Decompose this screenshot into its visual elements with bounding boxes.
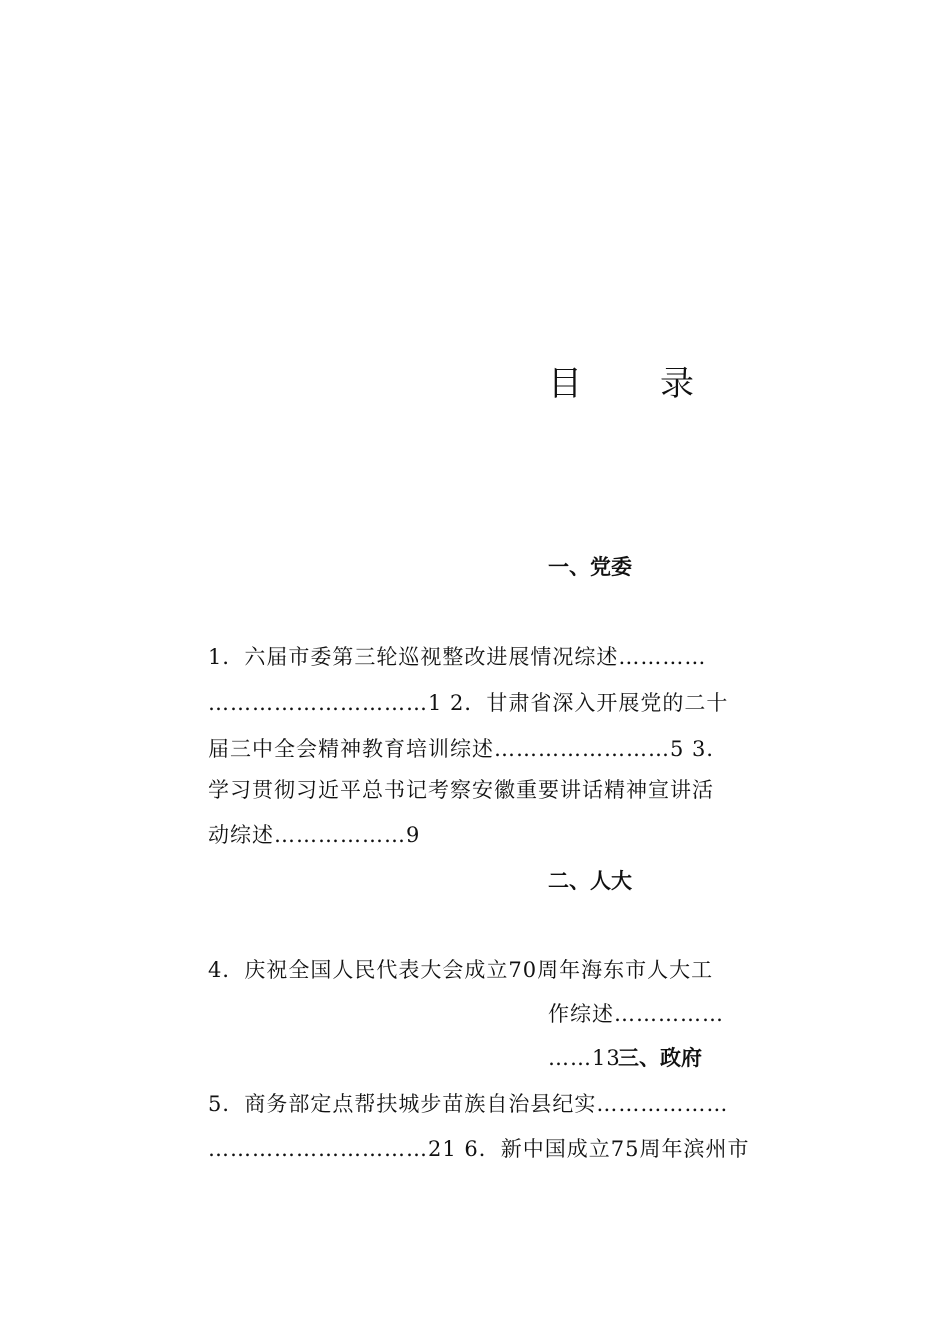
toc-line: 1．六届市委第三轮巡视整改进展情况综述…………	[208, 645, 707, 669]
toc-line: ……13	[548, 1046, 621, 1070]
section-heading-government: 三、政府	[618, 1046, 702, 1070]
toc-line: 学习贯彻习近平总书记考察安徽重要讲话精神宣讲活	[208, 778, 714, 802]
toc-line: 作综述……………	[548, 1002, 724, 1026]
toc-line: 4．庆祝全国人民代表大会成立70周年海东市人大工	[208, 958, 714, 982]
section-heading-npc: 二、人大	[548, 869, 632, 893]
toc-line: 动综述………………9	[208, 823, 421, 847]
toc-line: 5．商务部定点帮扶城步苗族自治县纪实………………	[208, 1092, 729, 1116]
toc-line: 届三中全会精神教育培训综述……………………5 3．	[208, 737, 729, 761]
page-title: 目 录	[548, 364, 716, 404]
toc-line: …………………………21 6．新中国成立75周年滨州市	[208, 1137, 750, 1161]
section-heading-party-committee: 一、党委	[548, 555, 632, 579]
toc-line: …………………………1 2．甘肃省深入开展党的二十	[208, 691, 729, 715]
